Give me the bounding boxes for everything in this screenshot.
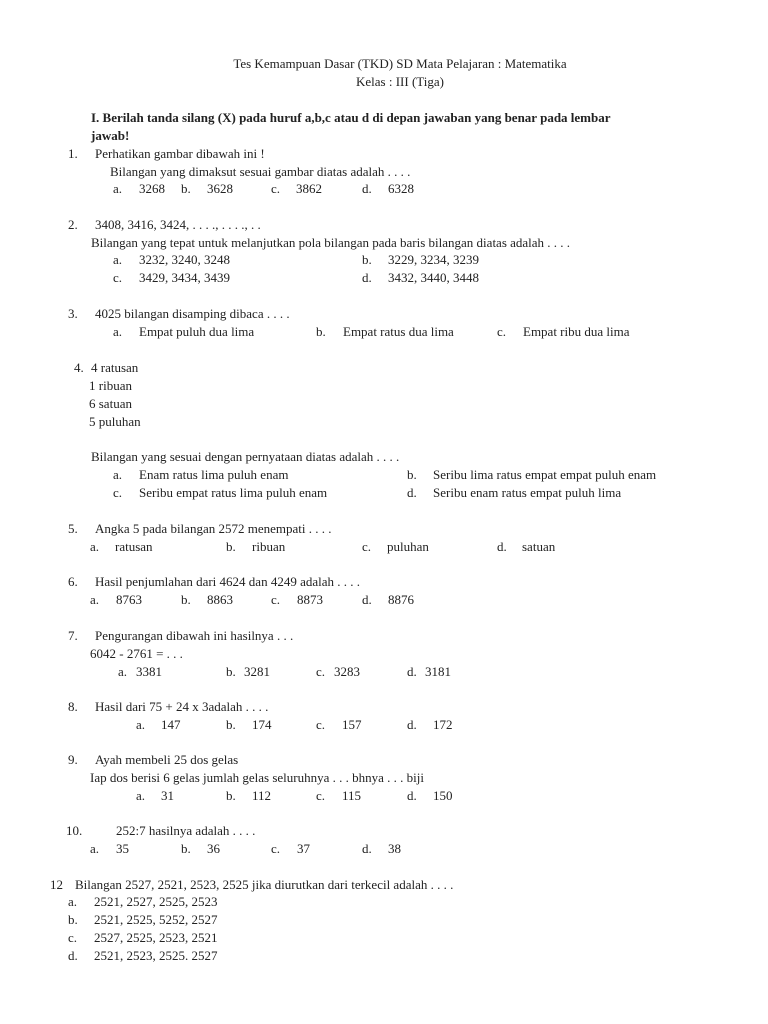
option-letter: d. xyxy=(407,717,417,732)
document-title: Tes Kemampuan Dasar (TKD) SD Mata Pelajaran : Matematika xyxy=(233,56,567,71)
option-text: 37 xyxy=(297,841,310,856)
question-number: 8. xyxy=(68,699,78,714)
option-letter: b. xyxy=(316,324,326,339)
option-text: 3283 xyxy=(334,664,360,679)
question-text: Bilangan 2527, 2521, 2523, 2525 jika diurutkan dari terkecil adalah . . . . xyxy=(75,877,454,892)
option-letter: a. xyxy=(118,664,128,679)
option-letter: a. xyxy=(68,894,78,909)
option-text: 3628 xyxy=(207,181,233,196)
option-letter: a. xyxy=(90,841,100,856)
option-text: 31 xyxy=(161,788,174,803)
question-subtext: 6042 - 2761 = . . . xyxy=(90,646,183,661)
option-letter: c. xyxy=(113,485,123,500)
option-letter: c. xyxy=(362,539,372,554)
option-letter: b. xyxy=(226,717,236,732)
option-text: 35 xyxy=(116,841,129,856)
option-letter: d. xyxy=(407,664,417,679)
option-letter: a. xyxy=(113,324,123,339)
question-subtext: Bilangan yang sesuai dengan pernyataan diatas adalah . . . . xyxy=(91,449,400,464)
option-letter: b. xyxy=(181,841,191,856)
option-letter: c. xyxy=(68,930,78,945)
option-letter: d. xyxy=(362,181,372,196)
option-letter: a. xyxy=(113,467,123,482)
question-number: 7. xyxy=(68,628,78,643)
question-subtext: Iap dos berisi 6 gelas jumlah gelas seluruhnya . . . bhnya . . . biji xyxy=(90,770,424,785)
option-text: 3229, 3234, 3239 xyxy=(388,252,479,267)
instruction-line-1: I. Berilah tanda silang (X) pada huruf a,b,c atau d di depan jawaban yang benar pada lembar xyxy=(91,110,611,125)
option-letter: d. xyxy=(497,539,507,554)
option-text: 3429, 3434, 3439 xyxy=(139,270,230,285)
question-text: Ayah membeli 25 dos gelas xyxy=(95,752,239,767)
option-letter: b. xyxy=(226,788,236,803)
statement-line: 1 ribuan xyxy=(89,378,132,393)
option-text: 115 xyxy=(342,788,362,803)
option-text: 2521, 2525, 5252, 2527 xyxy=(94,912,218,927)
option-text: 172 xyxy=(433,717,453,732)
option-text: 36 xyxy=(207,841,220,856)
question-number: 3. xyxy=(68,306,78,321)
option-letter: b. xyxy=(407,467,417,482)
option-text: 157 xyxy=(342,717,362,732)
option-text: 6328 xyxy=(388,181,414,196)
option-letter: a. xyxy=(136,717,146,732)
question-number: 12 xyxy=(50,877,63,892)
option-letter: c. xyxy=(271,841,281,856)
option-text: 147 xyxy=(161,717,181,732)
question-number: 1. xyxy=(68,146,78,161)
option-letter: a. xyxy=(113,252,123,267)
question-subtext: Bilangan yang tepat untuk melanjutkan pola bilangan pada baris bilangan diatas adalah . . . . xyxy=(91,235,571,250)
option-text: 8863 xyxy=(207,592,233,607)
question-text: Hasil dari 75 + 24 x 3adalah . . . . xyxy=(95,699,269,714)
question-number: 2. xyxy=(68,217,78,232)
option-letter: c. xyxy=(316,664,326,679)
option-text: 38 xyxy=(388,841,401,856)
question-subtext: Bilangan yang dimaksut sesuai gambar diatas adalah . . . . xyxy=(110,164,411,179)
option-text: ribuan xyxy=(252,539,286,554)
option-text: Empat ribu dua lima xyxy=(523,324,630,339)
option-letter: b. xyxy=(181,181,191,196)
option-text: 150 xyxy=(433,788,453,803)
option-letter: d. xyxy=(68,948,78,963)
option-text: satuan xyxy=(522,539,556,554)
option-letter: c. xyxy=(113,270,123,285)
option-text: 3181 xyxy=(425,664,451,679)
option-text: 2527, 2525, 2523, 2521 xyxy=(94,930,218,945)
question-text: Hasil penjumlahan dari 4624 dan 4249 adalah . . . . xyxy=(95,574,360,589)
question-number: 4. xyxy=(74,360,84,375)
option-letter: b. xyxy=(362,252,372,267)
option-letter: d. xyxy=(362,270,372,285)
option-letter: a. xyxy=(90,592,100,607)
option-text: Seribu enam ratus empat puluh lima xyxy=(433,485,622,500)
option-letter: c. xyxy=(271,181,281,196)
option-text: Enam ratus lima puluh enam xyxy=(139,467,289,482)
question-text: Perhatikan gambar dibawah ini ! xyxy=(95,146,265,161)
question-number: 10. xyxy=(66,823,83,838)
option-text: 8876 xyxy=(388,592,414,607)
option-text: 3232, 3240, 3248 xyxy=(139,252,230,267)
option-letter: a. xyxy=(90,539,100,554)
option-letter: d. xyxy=(407,485,417,500)
option-text: 3862 xyxy=(296,181,322,196)
option-text: Empat ratus dua lima xyxy=(343,324,454,339)
option-letter: c. xyxy=(316,717,326,732)
option-letter: d. xyxy=(407,788,417,803)
instruction-line-2: jawab! xyxy=(91,128,130,143)
statement-line: 4 ratusan xyxy=(91,360,139,375)
statement-line: 5 puluhan xyxy=(89,414,141,429)
question-text: Pengurangan dibawah ini hasilnya . . . xyxy=(95,628,294,643)
option-text: 8873 xyxy=(297,592,323,607)
option-letter: d. xyxy=(362,592,372,607)
option-text: puluhan xyxy=(387,539,429,554)
option-letter: a. xyxy=(136,788,146,803)
option-letter: c. xyxy=(271,592,281,607)
question-text: Angka 5 pada bilangan 2572 menempati . . . . xyxy=(95,521,332,536)
option-text: 3381 xyxy=(136,664,162,679)
class-label: Kelas : III (Tiga) xyxy=(356,74,444,89)
option-text: 112 xyxy=(252,788,272,803)
option-text: 3268 xyxy=(139,181,165,196)
statement-line: 6 satuan xyxy=(89,396,132,411)
option-text: Seribu empat ratus lima puluh enam xyxy=(139,485,328,500)
question-number: 9. xyxy=(68,752,78,767)
question-text: 3408, 3416, 3424, . . . ., . . . ., . . xyxy=(95,217,261,232)
option-text: 2521, 2527, 2525, 2523 xyxy=(94,894,218,909)
question-number: 5. xyxy=(68,521,78,536)
option-letter: c. xyxy=(316,788,326,803)
question-text: 252:7 hasilnya adalah . . . . xyxy=(116,823,256,838)
option-text: 8763 xyxy=(116,592,142,607)
option-text: Seribu lima ratus empat empat puluh enam xyxy=(433,467,657,482)
option-letter: c. xyxy=(497,324,507,339)
option-text: Empat puluh dua lima xyxy=(139,324,255,339)
option-text: 174 xyxy=(252,717,272,732)
option-letter: d. xyxy=(362,841,372,856)
option-text: ratusan xyxy=(115,539,153,554)
question-number: 6. xyxy=(68,574,78,589)
option-text: 3281 xyxy=(244,664,270,679)
option-letter: b. xyxy=(68,912,78,927)
option-letter: b. xyxy=(181,592,191,607)
option-text: 2521, 2523, 2525. 2527 xyxy=(94,948,218,963)
question-text: 4025 bilangan disamping dibaca . . . . xyxy=(95,306,290,321)
option-letter: a. xyxy=(113,181,123,196)
option-letter: b. xyxy=(226,539,236,554)
option-letter: b. xyxy=(226,664,236,679)
option-text: 3432, 3440, 3448 xyxy=(388,270,479,285)
